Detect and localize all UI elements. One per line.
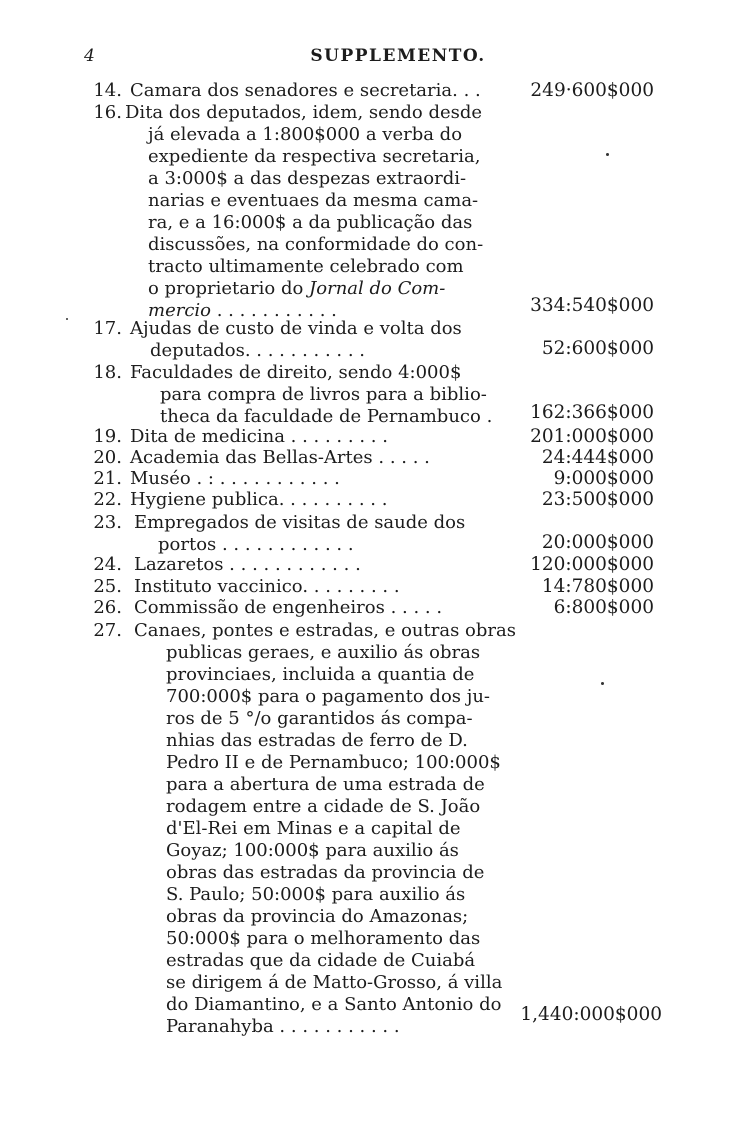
entry-text: Lazaretos . . . . . . . . . . . . — [134, 554, 361, 575]
entry-text: Muséo . : . . . . . . . . . . . — [130, 468, 340, 489]
entry-number: 25. — [93, 576, 122, 597]
entry-text: Pedro II e de Pernambuco; 100:000$ — [166, 752, 501, 773]
entry-text: 50:000$ para o melhoramento das — [166, 928, 481, 949]
entry-text: tracto ultimamente celebrado com — [148, 256, 464, 277]
page-header: SUPPLEMENTO. — [310, 46, 486, 66]
entry-text: Camara dos senadores e secretaria. . . — [130, 80, 481, 101]
entry-text: Hygiene publica. . . . . . . . . . — [130, 489, 388, 510]
entry-value: 23:500$000 — [541, 489, 654, 510]
entry-number: 26. — [93, 597, 122, 618]
entry-text: theca da faculdade de Pernambuco . — [160, 406, 493, 427]
entry-text: Dita dos deputados, idem, sendo desde — [125, 102, 483, 123]
entry-text: provinciaes, incluida a quantia de — [166, 664, 475, 685]
entry-text: Goyaz; 100:000$ para auxilio ás — [166, 840, 459, 861]
entry-text: Dita de medicina . . . . . . . . . — [130, 426, 388, 447]
entry-text: já elevada a 1:800$000 a verba do — [148, 124, 463, 145]
entry-text: Faculdades de direito, sendo 4:000$ — [130, 362, 462, 383]
entry-text: se dirigem á de Matto-Grosso, á villa — [166, 972, 503, 993]
print-speck — [601, 682, 604, 685]
entry-value: 1,440:000$000 — [520, 1004, 662, 1025]
entry-number: 22. — [93, 489, 122, 510]
entry-text: S. Paulo; 50:000$ para auxilio ás — [166, 884, 466, 905]
entry-number: 21. — [93, 468, 122, 489]
entry-value: 201:000$000 — [530, 426, 654, 447]
entry-text: discussões, na conformidade do con- — [148, 234, 484, 255]
entry-value: 20:000$000 — [541, 532, 654, 553]
entry-text: publicas geraes, e auxilio ás obras — [166, 642, 481, 663]
entry-value: 9:000$000 — [553, 468, 654, 489]
entry-text: para a abertura de uma estrada de — [166, 774, 485, 795]
entry-value: 24:444$000 — [541, 447, 654, 468]
entry-number: 27. — [93, 620, 122, 641]
entry-text: portos . . . . . . . . . . . . — [158, 534, 354, 555]
entry-text: obras da provincia do Amazonas; — [166, 906, 469, 927]
entry-number: 20. — [93, 447, 122, 468]
entry-number: 24. — [93, 554, 122, 575]
entry-text: deputados. . . . . . . . . . . — [150, 340, 366, 361]
page-number: 4 — [84, 46, 95, 66]
entry-text: 700:000$ para o pagamento dos ju- — [166, 686, 491, 707]
entry-number: 19. — [93, 426, 122, 447]
entry-number: 18. — [93, 362, 122, 383]
entry-number: 17. — [93, 318, 122, 339]
entry-text: Canaes, pontes e estradas, e outras obras — [134, 620, 516, 641]
entry-text: Academia das Bellas-Artes . . . . . — [130, 447, 430, 468]
entry-text: para compra de livros para a biblio- — [160, 384, 487, 405]
entry-text: Ajudas de custo de vinda e volta dos — [130, 318, 462, 339]
entry-text: estradas que da cidade de Cuiabá — [166, 950, 476, 971]
entry-text: ra, e a 16:000$ a da publicação das — [148, 212, 473, 233]
entry-text: nhias das estradas de ferro de D. — [166, 730, 468, 751]
entry-text: expediente da respectiva secretaria, — [148, 146, 481, 167]
entry-text: Empregados de visitas de saude dos — [134, 512, 466, 533]
entry-number: 23. — [93, 512, 122, 533]
entry-number: 14. — [93, 80, 122, 101]
entry-number: 16. — [93, 102, 122, 123]
entry-text: Commissão de engenheiros . . . . . — [134, 597, 443, 618]
entry-text: narias e eventuaes da mesma cama- — [148, 190, 479, 211]
entry-text: Paranahyba . . . . . . . . . . . — [166, 1016, 400, 1037]
entry-text: o proprietario do Jornal do Com- — [148, 278, 446, 299]
entry-value: 14:780$000 — [541, 576, 654, 597]
entry-text: d'El-Rei em Minas e a capital de — [166, 818, 461, 839]
entry-value: 52:600$000 — [541, 338, 654, 359]
entry-text: ros de 5 °/o garantidos ás compa- — [166, 708, 473, 729]
entry-text: do Diamantino, e a Santo Antonio do — [166, 994, 502, 1015]
print-speck — [606, 153, 609, 156]
entry-value: 334:540$000 — [530, 295, 654, 316]
entry-text: obras das estradas da provincia de — [166, 862, 485, 883]
entry-text: mercio . . . . . . . . . . . — [148, 300, 337, 321]
entry-value: 162:366$000 — [530, 402, 654, 423]
entry-value: 249·600$000 — [530, 80, 654, 101]
entry-value: 120:000$000 — [530, 554, 654, 575]
entry-text: rodagem entre a cidade de S. João — [166, 796, 481, 817]
entry-value: 6:800$000 — [553, 597, 654, 618]
entry-text: Instituto vaccinico. . . . . . . . . — [134, 576, 400, 597]
print-speck — [66, 318, 68, 320]
entry-text: a 3:000$ a das despezas extraordi- — [148, 168, 467, 189]
